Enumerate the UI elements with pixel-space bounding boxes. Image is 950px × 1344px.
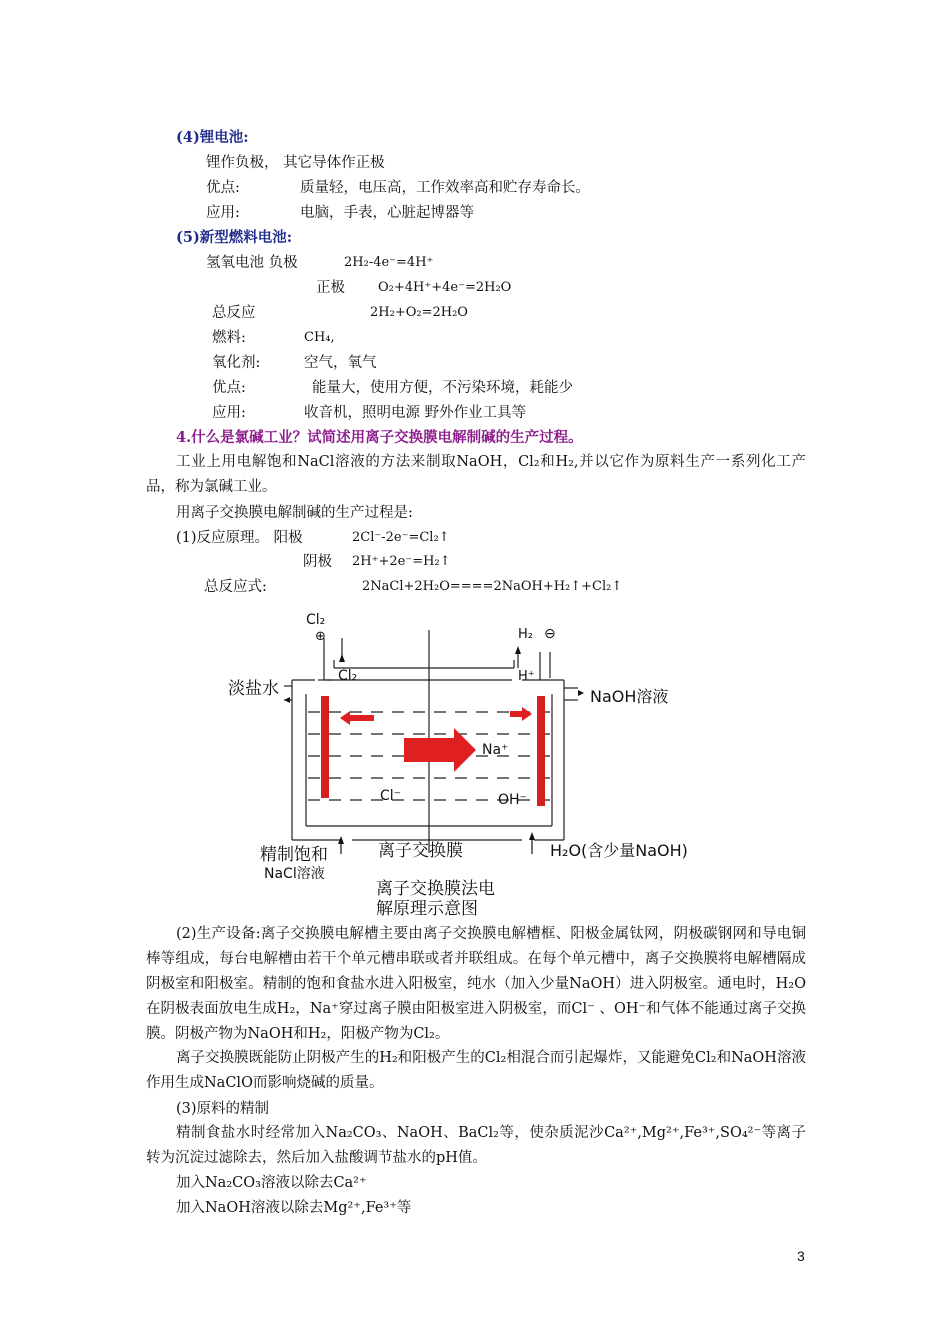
question-4: 4.什么是氯碱工业？试简述用离子交换膜电解制碱的生产过程。 bbox=[176, 429, 583, 446]
oxidizer-text: 空气，氧气 bbox=[304, 355, 377, 371]
electrolysis-diagram bbox=[222, 608, 702, 918]
fuel-label: 燃料: bbox=[212, 330, 246, 346]
oh-minus-label: OH⁻ bbox=[498, 792, 527, 808]
water-inlet-label: H₂O(含少量NaOH) bbox=[550, 841, 688, 860]
page-number: 3 bbox=[797, 1248, 805, 1264]
fuel-cell-total-label: 总反应 bbox=[212, 305, 256, 321]
cathode-minus-icon: ⊖ bbox=[544, 626, 556, 642]
fuel-text: CH₄, bbox=[304, 330, 335, 345]
cl-migration-arrow bbox=[340, 711, 374, 725]
refining-line-2: 加入NaOH溶液以除去Mg²⁺,Fe³⁺等 bbox=[176, 1200, 412, 1216]
cl2-outlet-label: Cl₂ bbox=[306, 612, 326, 628]
process-intro: 用离子交换膜电解制碱的生产过程是: bbox=[176, 505, 413, 521]
cathode-equation: 2H⁺+2e⁻=H₂↑ bbox=[352, 554, 451, 569]
na-plus-label: Na⁺ bbox=[482, 742, 509, 758]
diagram-caption-2: 解原理示意图 bbox=[376, 899, 478, 918]
fuel-cell-pos-eq: O₂+4H⁺+4e⁻=2H₂O bbox=[378, 280, 512, 295]
refined-brine-label: 精制饱和 bbox=[260, 845, 328, 865]
fuel-cell-neg-eq: 2H₂-4e⁻=4H⁺ bbox=[344, 255, 434, 270]
fuel-app-text: 收音机，照明电源 野外作业工具等 bbox=[304, 405, 527, 421]
cathode-electrode bbox=[537, 696, 545, 806]
lithium-heading: (4)锂电池: bbox=[176, 129, 249, 146]
dilute-brine-label: 淡盐水 bbox=[228, 679, 279, 699]
naoh-solution-label: NaOH溶液 bbox=[590, 687, 669, 706]
principle-label: (1)反应原理。 阳极 bbox=[176, 530, 303, 546]
lithium-app-text: 电脑，手表，心脏起博器等 bbox=[300, 205, 474, 221]
lithium-adv-text: 质量轻，电压高，工作效率高和贮存寿命长。 bbox=[300, 180, 590, 196]
equipment-paragraph: (2)生产设备:离子交换膜电解槽主要由离子交换膜电解槽框、阳极金属钛网，阴极碳钢网和导电铜棒等组成，每台电解槽由若干个单元槽串联或者并联组成。在每个单元槽中，离子交换膜将电解槽隔成阴极室和阳极室。精制的饱和食盐水进入阳极室，纯水（加入少量NaOH）进入阴极室。通电时，H₂O在阴极表面放电生成H₂，Na⁺穿过离子膜由阳极室进入阴极室，而Cl⁻ 、OH⁻和气体不能通过离子交换膜。阴极产物为NaOH和H₂，阳极产物为Cl₂。 bbox=[146, 926, 806, 1042]
total-reaction-label: 总反应式: bbox=[204, 579, 267, 595]
anode-plus-icon: ⊕ bbox=[315, 629, 326, 644]
fuel-adv-label: 优点: bbox=[212, 380, 246, 396]
fuel-cell-label: 氢氧电池 负极 bbox=[206, 255, 298, 271]
oh-migration-arrow bbox=[510, 707, 532, 721]
fuel-app-label: 应用: bbox=[212, 405, 246, 421]
fuel-cell-pos-label: 正极 bbox=[316, 280, 345, 296]
cathode-label: 阴极 bbox=[303, 554, 332, 570]
total-reaction-equation: 2NaCl+2H₂O====2NaOH+H₂↑+Cl₂↑ bbox=[362, 579, 623, 594]
refined-brine-label-2: NaCl溶液 bbox=[264, 866, 325, 882]
lithium-adv-label: 优点: bbox=[206, 180, 240, 196]
fuel-cell-total-eq: 2H₂+O₂=2H₂O bbox=[370, 305, 468, 320]
fuel-cell-heading: (5)新型燃料电池: bbox=[176, 229, 293, 246]
anode-electrode bbox=[321, 696, 329, 798]
refining-paragraph: 精制食盐水时经常加入Na₂CO₃、NaOH、BaCl₂等，使杂质泥沙Ca²⁺,Mg²⁺,Fe³⁺,SO₄²⁻等离子转为沉淀过滤除去，然后加入盐酸调节盐水的pH值。 bbox=[146, 1125, 806, 1166]
diagram-caption-1: 离子交换膜法电 bbox=[376, 879, 495, 899]
refining-heading: (3)原料的精制 bbox=[176, 1101, 270, 1117]
h2-outlet-label: H₂ bbox=[518, 627, 533, 642]
membrane-benefit-paragraph: 离子交换膜既能防止阴极产生的H₂和阳极产生的Cl₂相混合而引起爆炸，又能避免Cl₂和NaOH溶液作用生成NaClO而影响烧碱的质量。 bbox=[146, 1050, 806, 1091]
h-plus-label: H⁺ bbox=[518, 669, 535, 684]
refining-line-1: 加入Na₂CO₃溶液以除去Ca²⁺ bbox=[176, 1175, 367, 1191]
cl2-inner-label: Cl₂ bbox=[338, 668, 358, 684]
lithium-electrodes: 锂作负极， 其它导体作正极 bbox=[206, 155, 385, 171]
anode-equation: 2Cl⁻-2e⁻=Cl₂↑ bbox=[352, 530, 450, 545]
chlor-alkali-intro: 工业上用电解饱和NaCl溶液的方法来制取NaOH，Cl₂和H₂,并以它作为原料生产一系列化工产品，称为氯碱工业。 bbox=[146, 454, 806, 495]
membrane-label: 离子交换膜 bbox=[378, 841, 463, 861]
cl-minus-label: Cl⁻ bbox=[380, 788, 402, 804]
lithium-app-label: 应用: bbox=[206, 205, 240, 221]
fuel-adv-text: 能量大，使用方便，不污染环境，耗能少 bbox=[312, 380, 573, 396]
oxidizer-label: 氧化剂: bbox=[212, 355, 261, 371]
